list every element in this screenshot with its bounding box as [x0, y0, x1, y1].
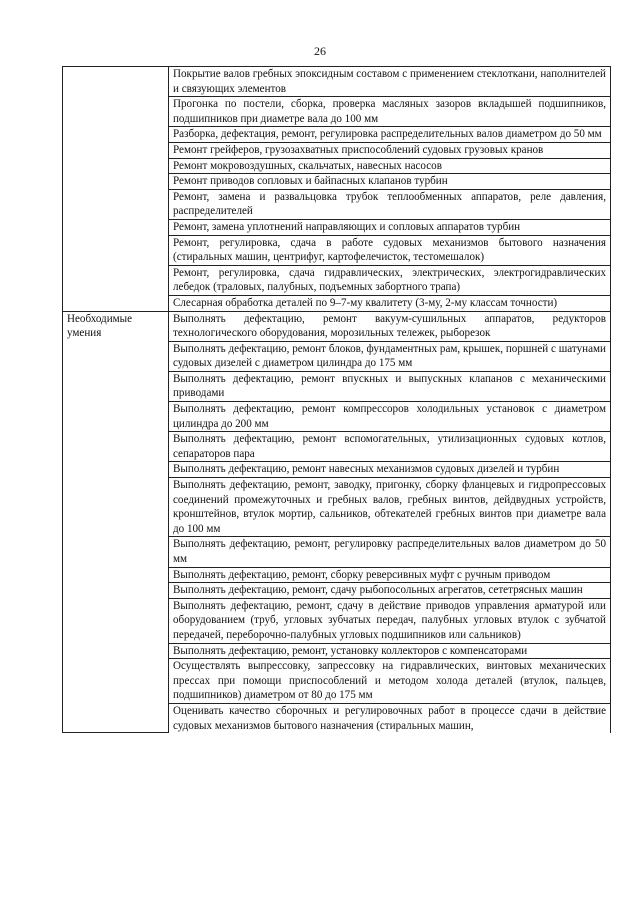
- skill-item: Выполнять дефектацию, ремонт, заводку, пригонку, сборку фланцевых и гидропрессовых соединений промежуточных и гребных валов, гребных винтов, дейдвудных устройств, кронштейнов, втулок мортир, сальников, обтекателей гребных винтов при диаметре вала до 100 мм: [169, 478, 611, 537]
- skill-item: Выполнять дефектацию, ремонт навесных механизмов судовых дизелей и турбин: [169, 462, 611, 478]
- skill-item: Выполнять дефектацию, ремонт вспомогательных, утилизационных судовых котлов, сепараторов пара: [169, 432, 611, 462]
- table-row: [63, 67, 611, 97]
- skill-item: Выполнять дефектацию, ремонт, сборку реверсивных муфт с ручным приводом: [169, 567, 611, 583]
- skill-item: Выполнять дефектацию, ремонт, регулировку распределительных валов диаметром до 50 мм: [169, 537, 611, 567]
- knowledge-item: Слесарная обработка деталей по 9–7-му квалитету (3-му, 2-му классам точности): [169, 295, 611, 311]
- knowledge-item: Ремонт, замена и развальцовка трубок теплообменных аппаратов, реле давления, распределителей: [169, 189, 611, 219]
- knowledge-item: Прогонка по постели, сборка, проверка масляных зазоров вкладышей подшипников, подшипников при диаметре вала до 100 мм: [169, 97, 611, 127]
- knowledge-item: Ремонт грейферов, грузозахватных приспособлений судовых грузовых кранов: [169, 142, 611, 158]
- section-label-knowledge: [63, 67, 169, 312]
- page-number: 26: [314, 44, 326, 58]
- knowledge-item: Ремонт, замена уплотнений направляющих и сопловых аппаратов турбин: [169, 219, 611, 235]
- skill-item: Выполнять дефектацию, ремонт вакуум-сушильных аппаратов, редукторов технологического оборудования, морозильных тележек, рыборезок: [169, 311, 611, 341]
- table-row: [63, 311, 611, 341]
- skill-item: Выполнять дефектацию, ремонт компрессоров холодильных установок с диаметром цилиндра до 200 мм: [169, 402, 611, 432]
- skill-item: Выполнять дефектацию, ремонт, сдачу в действие приводов управления арматурой или оборудованием (труб, угловых зубчатых передач, палубных угловых втулок с зубчатой передачей, переборочно-палубных угловых подшипников или сальников): [169, 598, 611, 643]
- knowledge-item: Разборка, дефектация, ремонт, регулировка распределительных валов диаметром до 50 мм: [169, 127, 611, 143]
- skill-item: Выполнять дефектацию, ремонт, сдачу рыбопосольных агрегатов, сететрясных машин: [169, 583, 611, 599]
- knowledge-item: Ремонт мокровоздушных, скальчатых, навесных насосов: [169, 158, 611, 174]
- knowledge-item: Ремонт, регулировка, сдача в работе судовых механизмов бытового назначения (стиральных машин, центрифуг, картофелечисток, тестомешалок): [169, 235, 611, 265]
- skill-item: Осуществлять выпрессовку, запрессовку на гидравлических, винтовых механических прессах при помощи приспособлений и методом холода деталей (втулок, пальцев, подшипников) диаметром от 80 до 175 мм: [169, 659, 611, 704]
- skill-item: Выполнять дефектацию, ремонт блоков, фундаментных рам, крышек, поршней с шатунами судовых дизелей с диаметром цилиндра до 175 мм: [169, 341, 611, 371]
- qualification-table: [62, 66, 611, 733]
- skill-item-continued: [169, 703, 611, 733]
- skill-item: Выполнять дефектацию, ремонт впускных и выпускных клапанов с механическими приводами: [169, 371, 611, 401]
- knowledge-item: Ремонт, регулировка, сдача гидравлических, электрических, электрогидравлических лебедок (траловых, палубных, подъемных забортного трапа): [169, 265, 611, 295]
- skill-item-text: Оценивать качество сборочных и регулировочных работ в процессе сдачи в действие судовых механизмов бытового назначения (стиральных машин,: [173, 704, 606, 732]
- section-label-skills: Необходимые умения: [63, 311, 169, 733]
- skill-item: Выполнять дефектацию, ремонт, установку коллекторов с компенсаторами: [169, 643, 611, 659]
- knowledge-item: Покрытие валов гребных эпоксидным составом с применением стеклоткани, наполнителей и связующих элементов: [169, 67, 611, 97]
- knowledge-item: Ремонт приводов сопловых и байпасных клапанов турбин: [169, 174, 611, 190]
